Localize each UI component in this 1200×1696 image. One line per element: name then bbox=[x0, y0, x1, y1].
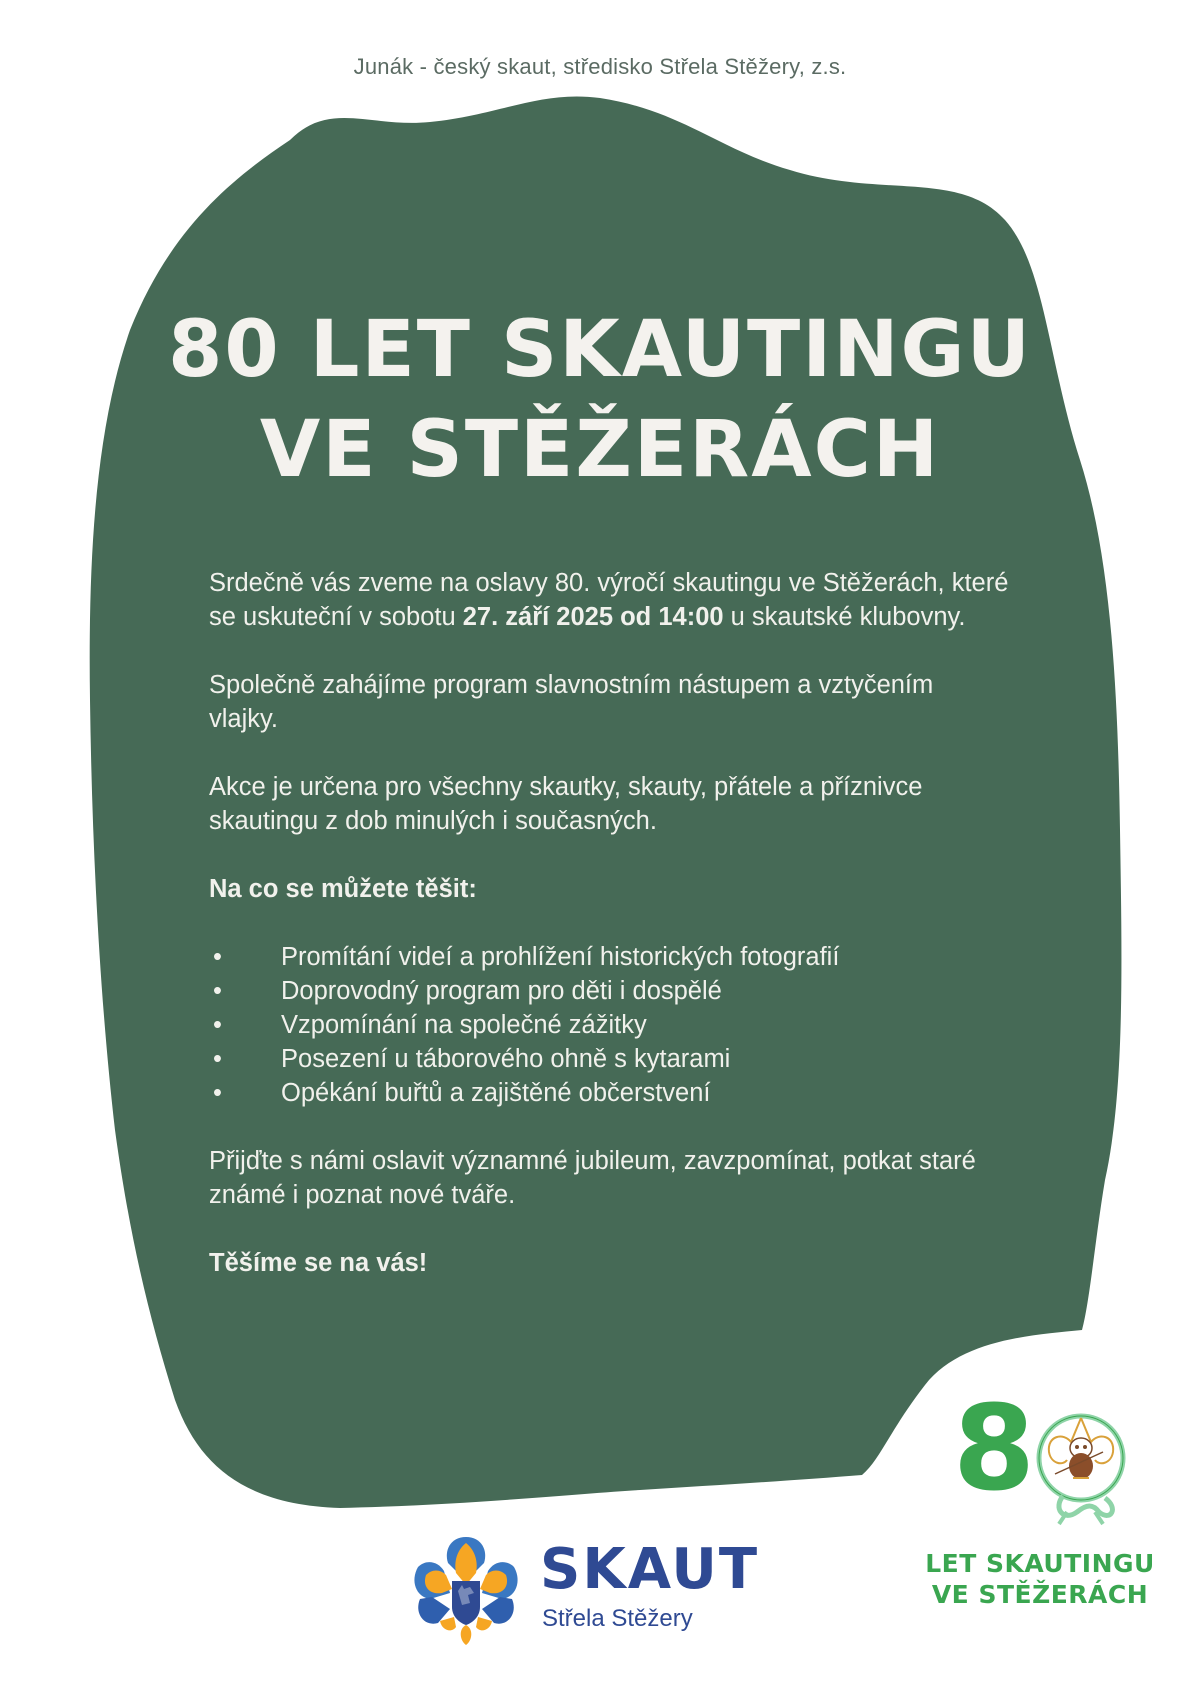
program-item: • Promítání videí a prohlížení historických fotografií bbox=[209, 940, 1009, 974]
anniversary-caption-line-2: VE STĚŽERÁCH bbox=[931, 1580, 1149, 1609]
anniversary-caption-line-1: LET SKAUTINGU bbox=[925, 1549, 1155, 1578]
program-item: • Posezení u táborového ohně s kytarami bbox=[209, 1042, 1009, 1076]
bullet-icon: • bbox=[213, 1079, 222, 1107]
owl-lily-knot-emblem-icon bbox=[1033, 1412, 1133, 1530]
program-list bbox=[209, 940, 1009, 1110]
event-date-time: 27. září 2025 od 14:00 bbox=[462, 603, 724, 631]
skaut-wordmark: SKAUT bbox=[540, 1537, 760, 1602]
anniversary-number-eight: 8 bbox=[953, 1379, 1036, 1517]
bullet-icon: • bbox=[213, 943, 222, 971]
title-line-1: 80 LET SKAUTINGU bbox=[168, 305, 1032, 395]
intro-paragraph bbox=[209, 566, 1009, 634]
anniversary-caption bbox=[925, 1548, 1155, 1610]
bullet-icon: • bbox=[213, 977, 222, 1005]
skaut-logo bbox=[410, 1533, 760, 1643]
opening-paragraph: Společně zahájíme program slavnostním nástupem a vztyčením vlajky. bbox=[209, 671, 934, 733]
invitation-body bbox=[209, 566, 1009, 1314]
closing-line: Těšíme se na vás! bbox=[209, 1249, 428, 1277]
bullet-icon: • bbox=[213, 1011, 222, 1039]
skaut-unit-name: Střela Stěžery bbox=[542, 1605, 693, 1632]
invite-paragraph: Přijďte s námi oslavit významné jubileum, zavzpomínat, potkat staré známé i poznat nové tváře. bbox=[209, 1147, 976, 1209]
lily-with-wolf-icon bbox=[410, 1533, 522, 1645]
program-item: • Doprovodný program pro děti i dospělé bbox=[209, 974, 1009, 1008]
organization-header: Junák - český skaut, středisko Střela Stěžery, z.s. bbox=[353, 54, 847, 79]
program-heading: Na co se můžete těšit: bbox=[209, 875, 477, 903]
audience-paragraph: Akce je určena pro všechny skautky, skauty, přátele a příznivce skautingu z dob minulých i současných. bbox=[209, 773, 923, 835]
bullet-icon: • bbox=[213, 1045, 222, 1073]
intro-location: u skautské klubovny. bbox=[723, 603, 966, 631]
anniversary-logo bbox=[925, 1379, 1155, 1610]
program-item: • Vzpomínání na společné zážitky bbox=[209, 1008, 1009, 1042]
title-line-2: VE STĚŽERÁCH bbox=[259, 405, 941, 495]
event-title bbox=[0, 300, 1200, 500]
intro-text: Srdečně vás zveme na oslavy 80. výročí skautingu ve Stěžerách, které se uskuteční v sobotu bbox=[209, 569, 1009, 631]
program-item: • Opékání buřtů a zajištěné občerstvení bbox=[209, 1076, 1009, 1110]
